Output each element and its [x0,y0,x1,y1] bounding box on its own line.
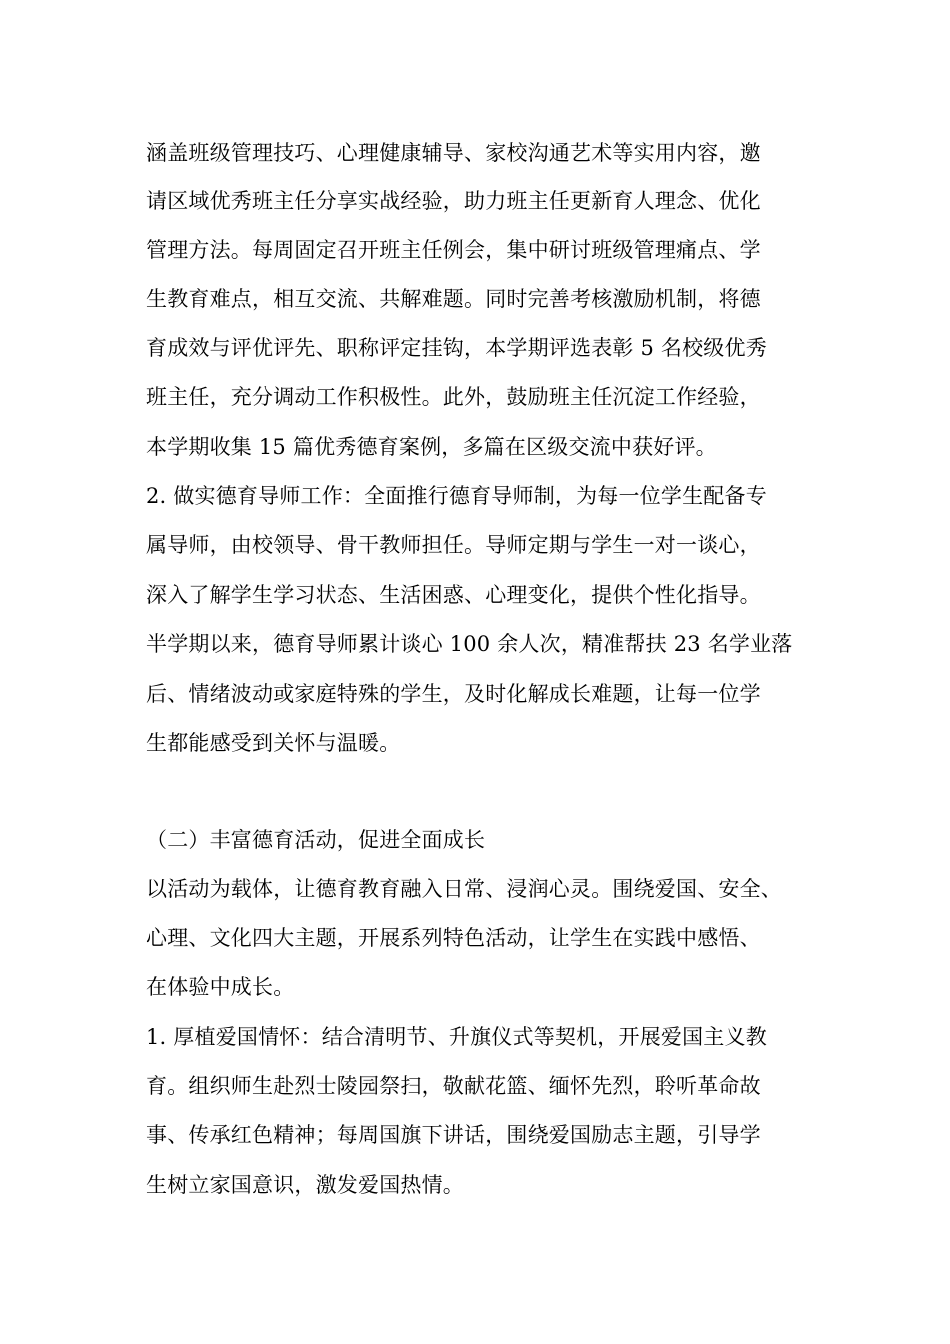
paragraph-line: 请区域优秀班主任分享实战经验，助力班主任更新育人理念、优化 [146,189,761,213]
paragraph-line: 属导师，由校领导、骨干教师担任。导师定期与学生一对一谈心， [146,533,761,557]
paragraph-line: 管理方法。每周固定召开班主任例会，集中研讨班级管理痛点、学 [146,238,761,262]
paragraph-line: 班主任，充分调动工作积极性。此外，鼓励班主任沉淀工作经验， [146,385,761,409]
paragraph-line: 事、传承红色精神；每周国旗下讲话，围绕爱国励志主题，引导学 [146,1123,761,1147]
paragraph-line: 涵盖班级管理技巧、心理健康辅导、家校沟通艺术等实用内容，邀 [146,141,761,165]
paragraph-line: 后、情绪波动或家庭特殊的学生，及时化解成长难题，让每一位学 [146,682,761,706]
list-item-heading-line: 1. 厚植爱国情怀：结合清明节、升旗仪式等契机，开展爱国主义教 [146,1025,767,1049]
paragraph-line: 生树立家国意识，激发爱国热情。 [146,1173,464,1197]
section-heading: （二）丰富德育活动，促进全面成长 [146,828,486,852]
paragraph-line: 以活动为载体，让德育教育融入日常、浸润心灵。围绕爱国、安全、 [146,877,782,901]
paragraph-line: 深入了解学生学习状态、生活困惑、心理变化，提供个性化指导。 [146,583,761,607]
paragraph-line: 育成效与评优评先、职称评定挂钩，本学期评选表彰 5 名校级优秀 [146,336,767,360]
paragraph-line: 育。组织师生赴烈士陵园祭扫，敬献花篮、缅怀先烈，聆听革命故 [146,1074,761,1098]
paragraph-line: 生教育难点，相互交流、共解难题。同时完善考核激励机制，将德 [146,287,761,311]
paragraph-line: 本学期收集 15 篇优秀德育案例，多篇在区级交流中获好评。 [146,435,717,459]
paragraph-line: 半学期以来，德育导师累计谈心 100 余人次，精准帮扶 23 名学业落 [146,632,793,656]
paragraph-line: 在体验中成长。 [146,975,295,999]
paragraph-line: 心理、文化四大主题，开展系列特色活动，让学生在实践中感悟、 [146,926,761,950]
paragraph-line: 生都能感受到关怀与温暖。 [146,731,401,755]
list-item-heading-line: 2. 做实德育导师工作：全面推行德育导师制，为每一位学生配备专 [146,484,767,508]
